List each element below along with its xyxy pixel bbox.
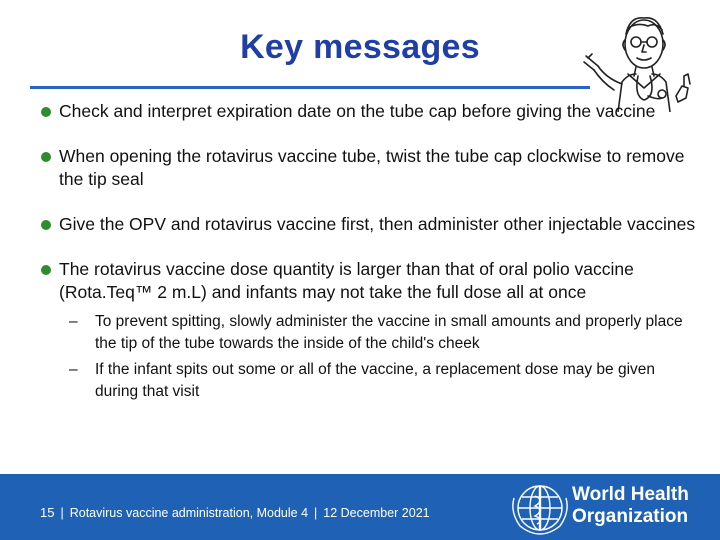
who-name-line2: Organization bbox=[572, 506, 689, 527]
footer-text bbox=[40, 505, 430, 520]
bullet-dot-icon bbox=[41, 220, 51, 230]
title-underline bbox=[30, 86, 590, 89]
bullet-text: The rotavirus vaccine dose quantity is larger than that of oral polio vaccine (Rota.Teq™ 2 m.L) and infants may not take the full dose all at once bbox=[59, 259, 634, 302]
sub-bullet-dash: – bbox=[69, 361, 78, 378]
bullet-dot-icon bbox=[41, 152, 51, 162]
doctor-illustration-icon bbox=[578, 4, 710, 112]
bullet-text: Check and interpret expiration date on the tube cap before giving the vaccine bbox=[59, 101, 656, 121]
footer-separator: | bbox=[314, 506, 318, 520]
bullet-dot-icon bbox=[41, 265, 51, 275]
sub-bullet-text: To prevent spitting, slowly administer the vaccine in small amounts and properly place the tip of the tube towards the inside of the child's cheek bbox=[95, 313, 683, 352]
page-number: 15 bbox=[40, 505, 55, 520]
bullet-item bbox=[40, 100, 712, 123]
bullet-dot-icon bbox=[41, 107, 51, 117]
sub-bullet-item bbox=[69, 311, 701, 355]
bullet-item bbox=[40, 145, 712, 191]
module-title: Rotavirus vaccine administration, Module 4 bbox=[69, 506, 309, 520]
sub-bullet-dash: – bbox=[69, 313, 78, 330]
bullet-item bbox=[40, 213, 712, 236]
bullet-item bbox=[40, 258, 712, 304]
bullet-text: When opening the rotavirus vaccine tube, twist the tube cap clockwise to remove the tip seal bbox=[59, 146, 685, 189]
sub-bullet-text: If the infant spits out some or all of the vaccine, a replacement dose may be given during that visit bbox=[95, 361, 656, 400]
who-logo-text bbox=[572, 484, 689, 528]
who-name-line1: World Health bbox=[572, 484, 689, 505]
footer-date: 12 December 2021 bbox=[323, 506, 430, 520]
footer-separator: | bbox=[60, 506, 64, 520]
slide-title: Key messages bbox=[240, 28, 480, 66]
sub-bullet-item bbox=[69, 359, 701, 403]
sub-bullet-list bbox=[40, 311, 701, 403]
bullet-list bbox=[40, 100, 712, 407]
bullet-text: Give the OPV and rotavirus vaccine first, then administer other injectable vaccines bbox=[59, 214, 696, 234]
